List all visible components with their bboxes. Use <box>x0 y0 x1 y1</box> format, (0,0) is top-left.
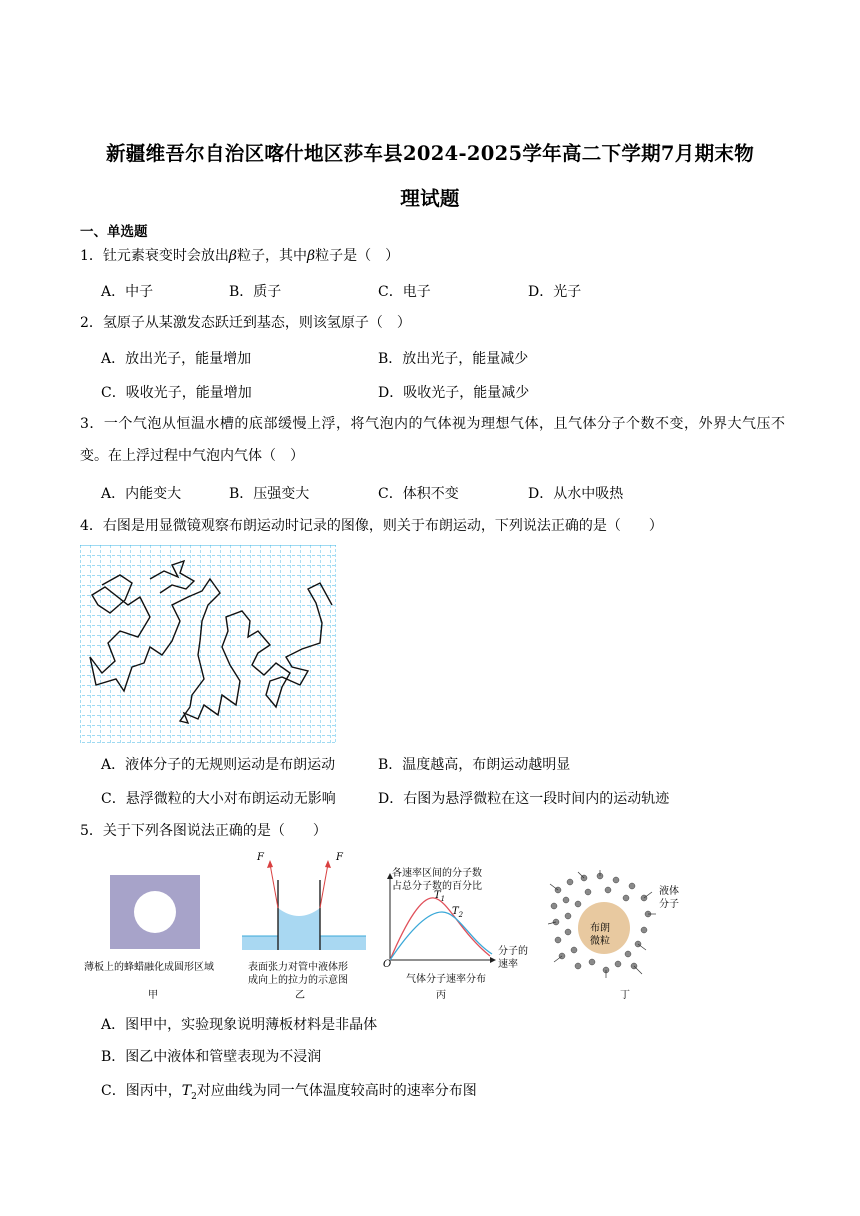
melted-wax-circle <box>134 891 176 933</box>
x-label-1: 分子的 <box>498 946 528 957</box>
caption-yi-2: 成向上的拉力的示意图 <box>248 975 348 986</box>
page-title-line2: 理试题 <box>400 187 460 210</box>
label-ding: 丁 <box>620 990 630 1001</box>
page-title-line1: 新疆维吾尔自治区喀什地区莎车县2024-2025学年高二下学期7月期末物 <box>105 142 754 165</box>
particle-label-1: 布朗 <box>590 923 610 934</box>
question-number: 5． <box>80 823 103 839</box>
q5-option-a: A．图甲中，实验现象说明薄板材料是非晶体 <box>101 1017 378 1033</box>
question-4 <box>80 516 663 536</box>
beta-symbol: β <box>228 248 238 264</box>
liquid-column <box>278 908 320 950</box>
q4-option-d: D．右图为悬浮微粒在这一段时间内的运动轨迹 <box>378 791 670 807</box>
y-label-2: 占总分子数的百分比 <box>392 881 482 892</box>
question-number: 4． <box>80 518 103 534</box>
liquid-label-1: 液体 <box>659 886 679 897</box>
q4-option-a: A．液体分子的无规则运动是布朗运动 <box>101 757 336 773</box>
origin-label: O <box>383 959 392 970</box>
t1-label: $T_1$ <box>434 890 446 903</box>
beta-symbol: β <box>307 248 316 264</box>
q2-option-c: C．吸收光子，能量增加 <box>101 385 252 401</box>
brownian-grid-svg <box>80 545 336 743</box>
force-label-left: F <box>257 852 264 863</box>
y-label-1: 各速率区间的分子数 <box>392 868 482 879</box>
force-arrow-icon <box>325 860 331 868</box>
question-number: 1． <box>80 248 103 264</box>
x-label-2: 速率 <box>498 959 518 970</box>
question-1 <box>80 246 399 266</box>
q4-option-c: C．悬浮微粒的大小对布朗运动无影响 <box>101 791 336 807</box>
caption-bing: 气体分子速率分布 <box>406 974 486 985</box>
figure-bing <box>382 860 542 1000</box>
question-2 <box>80 313 411 333</box>
label-jia: 甲 <box>148 990 158 1001</box>
q1-option-c: C．电子 <box>378 284 431 300</box>
question-3 <box>80 408 785 472</box>
liquid-label-2: 分子 <box>659 899 679 910</box>
capillary-svg <box>240 850 370 955</box>
question-number: 3． <box>80 416 104 432</box>
q1-option-a: A．中子 <box>101 284 154 300</box>
q3-option-c: C．体积不变 <box>378 486 459 502</box>
curve-t2 <box>390 912 492 960</box>
particle-label-2: 微粒 <box>590 936 610 947</box>
question-text: 粒子是（ ） <box>315 248 400 264</box>
q1-option-d: D．光子 <box>528 284 582 300</box>
q2-option-a: A．放出光子，能量增加 <box>101 351 252 367</box>
q2-option-d: D．吸收光子，能量减少 <box>378 385 530 401</box>
brownian-motion-figure <box>80 545 336 747</box>
q3-option-d: D．从水中吸热 <box>528 486 624 502</box>
caption-jia: 薄板上的蜂蜡融化成圆形区域 <box>84 962 214 973</box>
label-yi: 乙 <box>295 990 305 1001</box>
figure-ding <box>548 870 698 1000</box>
question-text: 一个气泡从恒温水槽的底部缓慢上浮，将气泡内的气体视为理想气体，且气体分子个数不变，外界大气压不变。在上浮过程中气泡内气体（ ） <box>80 416 785 464</box>
question-text: 关于下列各图说法正确的是（ ） <box>102 823 327 839</box>
question-5 <box>80 821 327 841</box>
force-label-right: F <box>336 852 343 863</box>
q2-option-b: B．放出光子，能量减少 <box>378 351 529 367</box>
label-bing: 丙 <box>436 990 446 1001</box>
question-text: 右图是用显微镜观察布朗运动时记录的图像，则关于布朗运动，下列说法正确的是（ ） <box>102 518 663 534</box>
force-arrow-icon <box>267 860 273 868</box>
figure-jia <box>82 870 232 1000</box>
q1-option-b: B．质子 <box>229 284 282 300</box>
q3-option-b: B．压强变大 <box>229 486 310 502</box>
q5-option-c: C．图丙中，$T_2$对应曲线为同一气体温度较高时的速率分布图 <box>101 1083 477 1102</box>
q4-option-b: B．温度越高，布朗运动越明显 <box>378 757 571 773</box>
dashed-grid <box>80 545 336 743</box>
wax-plate-svg <box>82 870 232 950</box>
question-text: 钍元素衰变时会放出 <box>102 248 229 264</box>
question-text: 氢原子从某激发态跃迁到基态，则该氢原子（ ） <box>102 315 411 331</box>
t2-label: $T_2$ <box>452 906 464 919</box>
question-number: 2． <box>80 315 103 331</box>
q5-option-b: B．图乙中液体和管壁表现为不浸润 <box>101 1049 322 1065</box>
q3-option-a: A．内能变大 <box>101 486 182 502</box>
section-heading: 一、单选题 <box>80 224 148 240</box>
figure-yi <box>240 850 370 1000</box>
question-text: 粒子，其中 <box>237 248 308 264</box>
caption-yi-1: 表面张力对管中液体形 <box>248 962 348 973</box>
curve-t1 <box>390 898 490 960</box>
